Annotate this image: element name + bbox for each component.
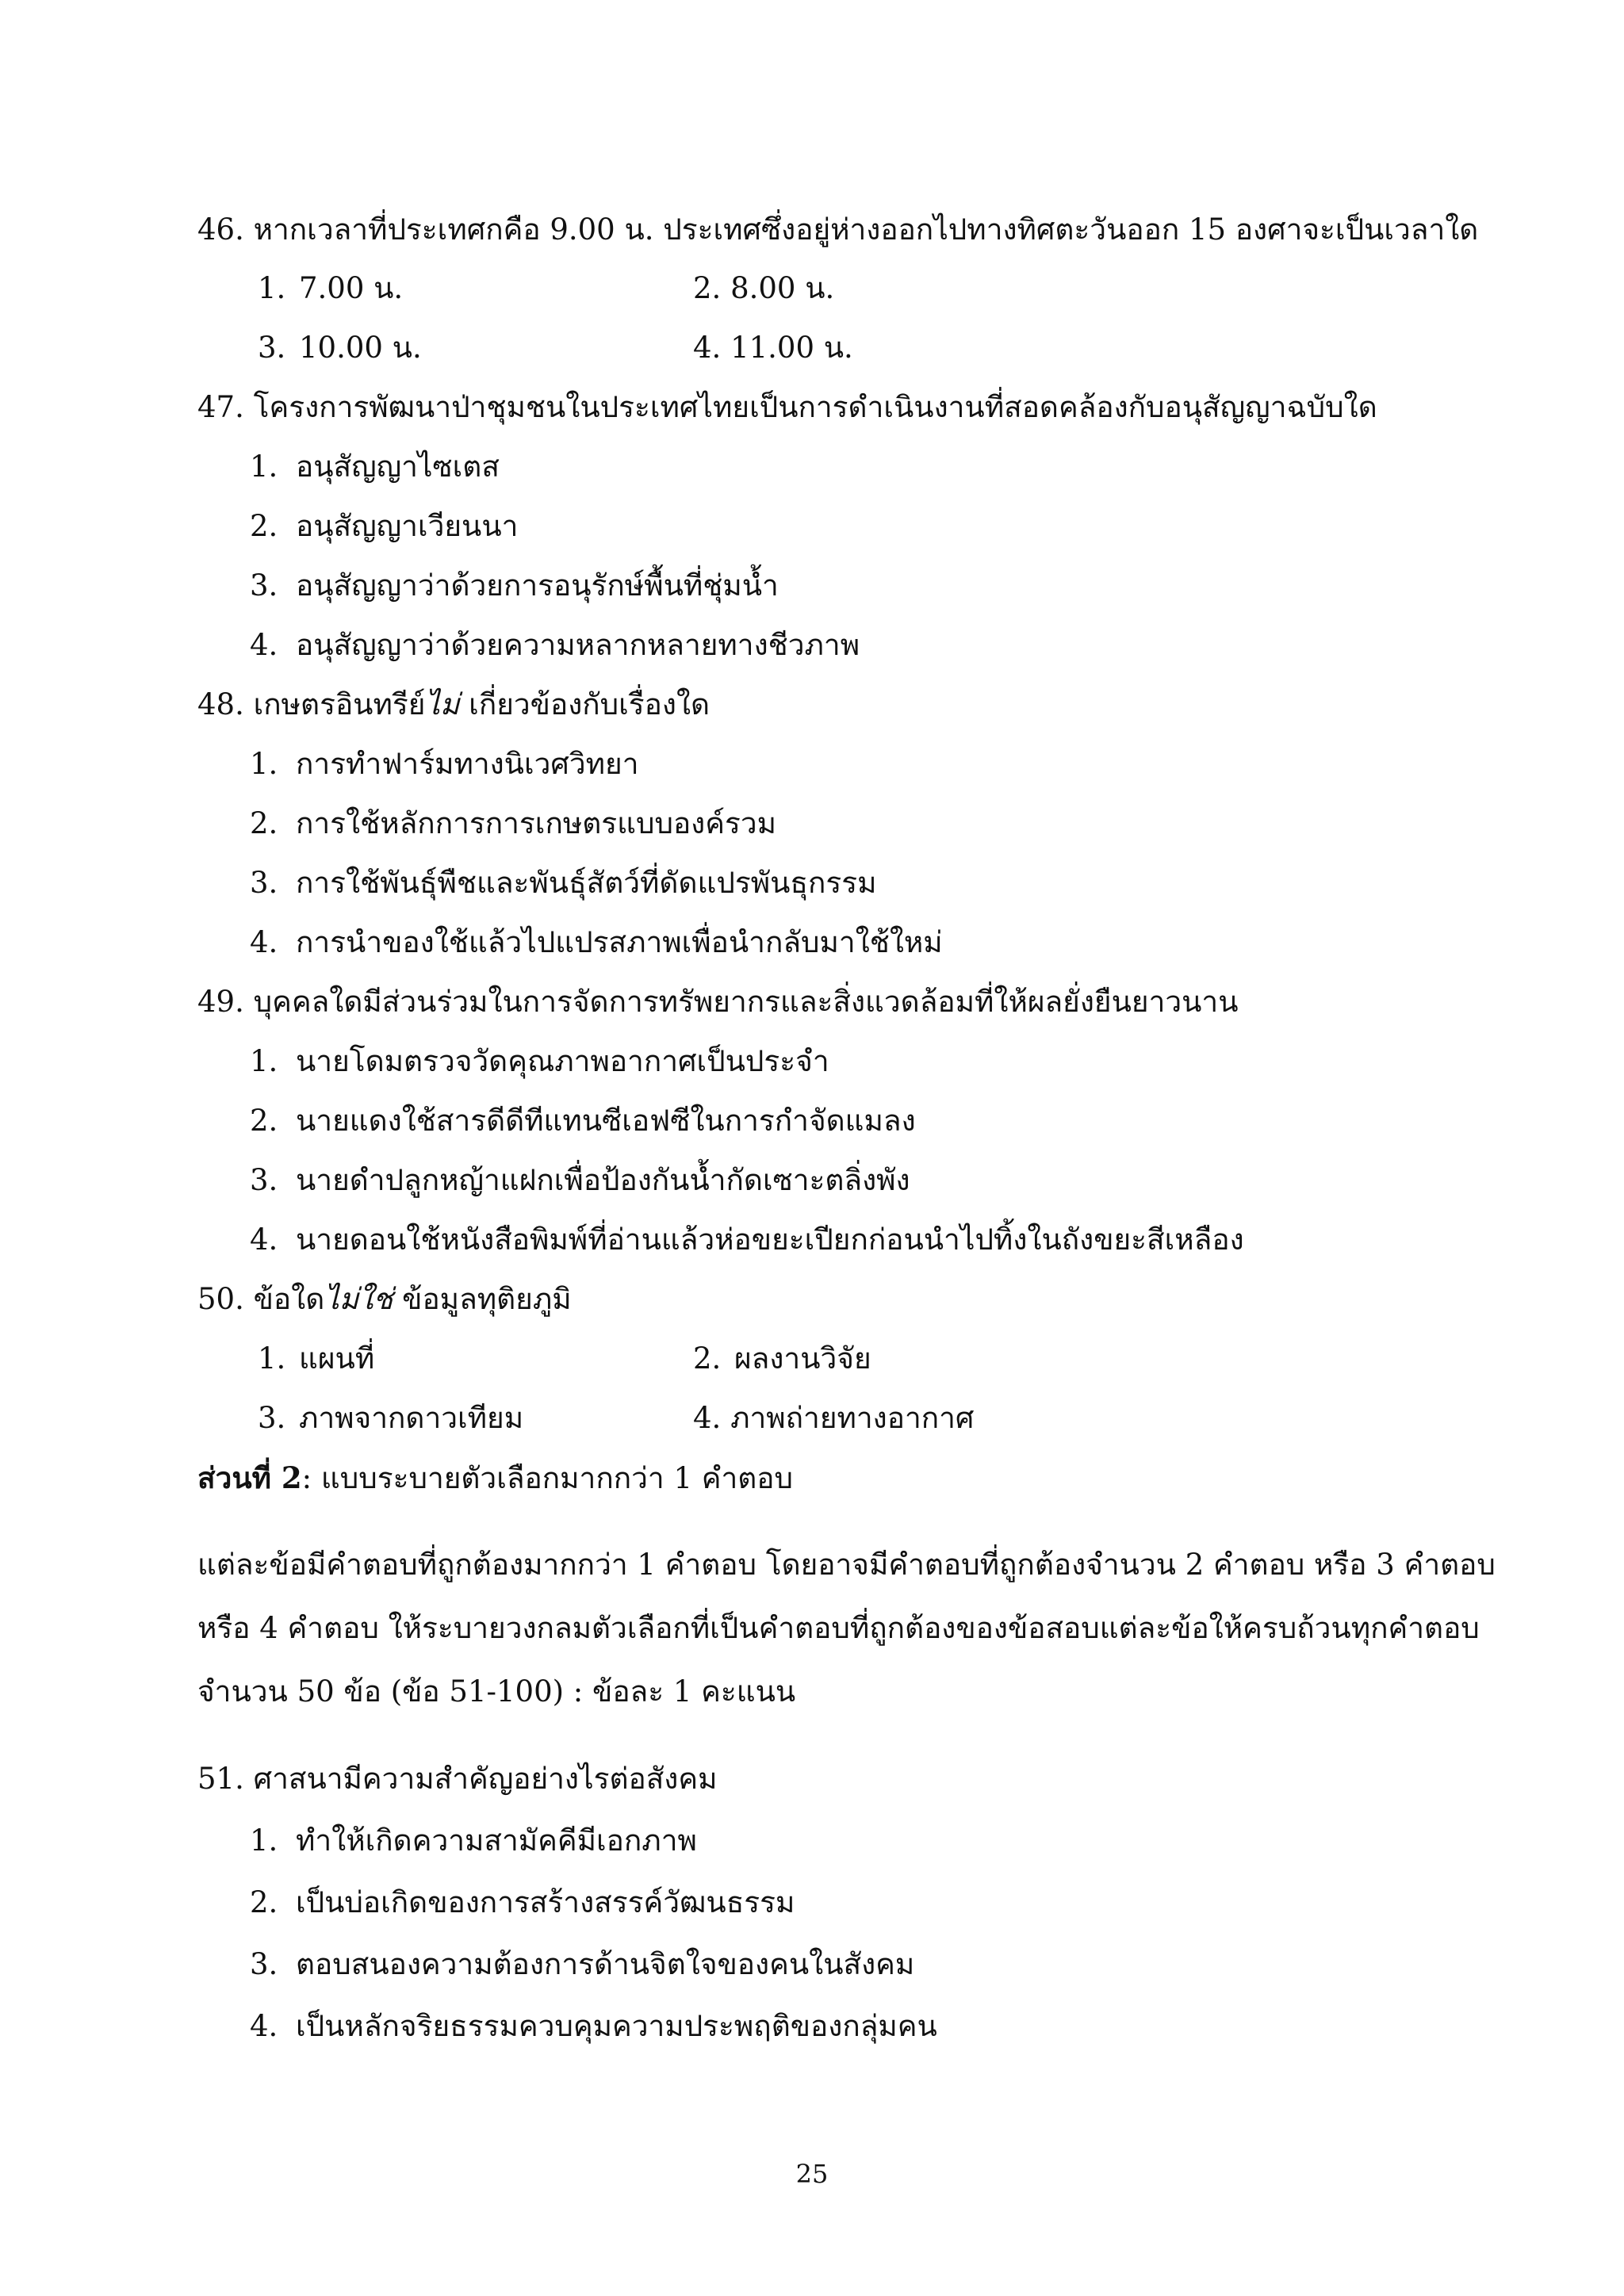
choice-text: อนุสัญญาไซเตส (296, 450, 500, 484)
choice-48-2 (250, 805, 776, 843)
choice-51-1 (250, 1822, 697, 1860)
choice-number: 2. (693, 1341, 722, 1376)
choice-text: 11.00 น. (730, 331, 853, 365)
section-title: : แบบระบายตัวเลือกมากกว่า 1 คำตอบ (301, 1461, 794, 1495)
choice-text: เป็นหลักจริยธรรมควบคุมความประพฤติของกลุ่มคน (296, 2009, 937, 2043)
question-text: บุคคลใดมีส่วนร่วมในการจัดการทรัพยากรและสิ่งแวดล้อมที่ให้ผลยั่งยืนยาวนาน (253, 985, 1239, 1019)
choice-text: อนุสัญญาว่าด้วยความหลากหลายทางชีวภาพ (296, 628, 860, 662)
choice-text: ภาพถ่ายทางอากาศ (730, 1401, 975, 1435)
choice-number: 4. (693, 331, 722, 365)
question-number: 49. (197, 985, 244, 1019)
choice-49-2 (250, 1102, 916, 1140)
choice-text: นายแดงใช้สารดีดีทีแทนซีเอฟซีในการกำจัดแมลง (296, 1104, 916, 1138)
choice-text: การใช้พันธุ์พืชและพันธุ์สัตว์ที่ดัดแปรพันธุกรรม (296, 866, 877, 900)
choice-number: 2. (250, 1104, 278, 1138)
section-label: ส่วนที่ 2 (197, 1460, 302, 1495)
question-number: 48. (197, 687, 244, 721)
choice-text: 8.00 น. (730, 271, 835, 305)
page-number: 25 (795, 2159, 829, 2189)
choice-49-3 (250, 1161, 910, 1200)
question-number: 47. (197, 390, 244, 424)
choice-text: ผลงานวิจัย (734, 1341, 871, 1376)
choice-number: 1. (258, 1341, 286, 1376)
question-48 (197, 686, 710, 724)
choice-47-3 (250, 567, 779, 605)
choice-number: 4. (693, 1401, 722, 1435)
choice-text: การทำฟาร์มทางนิเวศวิทยา (296, 747, 639, 781)
instruction-line-1: แต่ละข้อมีคำตอบที่ถูกต้องมากกว่า 1 คำตอบ โดยอาจมีคำตอบที่ถูกต้องจำนวน 2 คำตอบ หรือ 3 คำตอบ (197, 1548, 1496, 1582)
choice-46-1 (258, 270, 403, 308)
question-50 (197, 1280, 572, 1318)
choice-text: การใช้หลักการการเกษตรแบบองค์รวม (296, 806, 777, 840)
choice-50-1 (258, 1340, 374, 1378)
choice-number: 3. (258, 331, 286, 365)
question-text: เกษตรอินทรีย์ (253, 687, 426, 721)
choice-text: 7.00 น. (299, 271, 404, 305)
question-47 (197, 388, 1377, 427)
choice-50-2 (693, 1340, 871, 1378)
choice-number: 1. (258, 271, 286, 305)
choice-text: นายดำปลูกหญ้าแฝกเพื่อป้องกันน้ำกัดเซาะตลิ่งพัง (296, 1163, 910, 1197)
question-51 (197, 1760, 718, 1798)
question-emphasis: ไม่ (425, 687, 460, 721)
choice-46-2 (693, 270, 834, 308)
question-49 (197, 983, 1239, 1021)
choice-48-3 (250, 864, 877, 902)
choice-text: ตอบสนองความต้องการด้านจิตใจของคนในสังคม (296, 1947, 915, 1981)
choice-number: 1. (250, 747, 278, 781)
instruction-line-3: จำนวน 50 ข้อ (ข้อ 51-100) : ข้อละ 1 คะแนน (197, 1674, 796, 1709)
choice-number: 2. (250, 806, 278, 840)
choice-number: 2. (250, 1885, 278, 1919)
choice-number: 3. (250, 866, 278, 900)
question-text: โครงการพัฒนาป่าชุมชนในประเทศไทยเป็นการดำเนินงานที่สอดคล้องกับอนุสัญญาฉบับใด (253, 390, 1377, 424)
section-heading (197, 1459, 793, 1498)
choice-number: 4. (250, 1223, 278, 1257)
choice-46-3 (258, 329, 422, 367)
choice-number: 4. (250, 628, 278, 662)
choice-text: แผนที่ (299, 1341, 375, 1376)
choice-49-1 (250, 1043, 829, 1081)
choice-50-3 (258, 1399, 523, 1437)
choice-47-4 (250, 626, 860, 664)
choice-text: อนุสัญญาว่าด้วยการอนุรักษ์พื้นที่ชุ่มน้ำ (296, 568, 779, 603)
choice-number: 1. (250, 1823, 278, 1858)
choice-number: 3. (250, 1947, 278, 1981)
choice-48-1 (250, 745, 639, 783)
choice-49-4 (250, 1221, 1244, 1259)
choice-50-4 (693, 1399, 974, 1437)
choice-47-2 (250, 507, 518, 545)
choice-number: 4. (250, 925, 278, 959)
choice-number: 4. (250, 2009, 278, 2043)
choice-46-4 (693, 329, 853, 367)
question-text: ศาสนามีความสำคัญอย่างไรต่อสังคม (253, 1762, 718, 1796)
choice-number: 3. (250, 568, 278, 603)
question-text: ข้อใด (253, 1282, 325, 1316)
question-number: 51. (197, 1762, 244, 1796)
question-emphasis: ไม่ใช่ (324, 1282, 393, 1316)
question-text: เกี่ยวข้องกับเรื่องใด (469, 687, 710, 721)
choice-51-4 (250, 2007, 937, 2045)
choice-48-4 (250, 924, 943, 962)
choice-number: 3. (250, 1163, 278, 1197)
choice-text: การนำของใช้แล้วไปแปรสภาพเพื่อนำกลับมาใช้ใหม่ (296, 925, 943, 959)
choice-number: 2. (693, 271, 722, 305)
choice-number: 1. (250, 450, 278, 484)
choice-47-1 (250, 448, 500, 486)
question-46 (197, 211, 1478, 249)
choice-text: อนุสัญญาเวียนนา (296, 509, 519, 543)
choice-text: นายโดมตรวจวัดคุณภาพอากาศเป็นประจำ (296, 1044, 829, 1078)
choice-number: 3. (258, 1401, 286, 1435)
choice-text: นายดอนใช้หนังสือพิมพ์ที่อ่านแล้วห่อขยะเปียกก่อนนำไปทิ้งในถังขยะสีเหลือง (296, 1223, 1244, 1257)
choice-51-3 (250, 1946, 914, 1984)
choice-text: ทำให้เกิดความสามัคคีมีเอกภาพ (296, 1823, 697, 1858)
choice-number: 2. (250, 509, 278, 543)
choice-text: 10.00 น. (299, 331, 422, 365)
question-text: หากเวลาที่ประเทศกคือ 9.00 น. ประเทศซึ่งอยู่ห่างออกไปทางทิศตะวันออก 15 องศาจะเป็นเวลาใด (253, 212, 1479, 247)
question-number: 46. (197, 212, 244, 247)
choice-51-2 (250, 1884, 795, 1922)
choice-text: ภาพจากดาวเทียม (299, 1401, 524, 1435)
question-text: ข้อมูลทุติยภูมิ (402, 1282, 572, 1316)
choice-number: 1. (250, 1044, 278, 1078)
choice-text: เป็นบ่อเกิดของการสร้างสรรค์วัฒนธรรม (296, 1885, 795, 1919)
question-number: 50. (197, 1282, 244, 1316)
instruction-line-2: หรือ 4 คำตอบ ให้ระบายวงกลมตัวเลือกที่เป็นคำตอบที่ถูกต้องของข้อสอบแต่ละข้อให้ครบถ้วนทุกคำตอบ (197, 1611, 1480, 1645)
